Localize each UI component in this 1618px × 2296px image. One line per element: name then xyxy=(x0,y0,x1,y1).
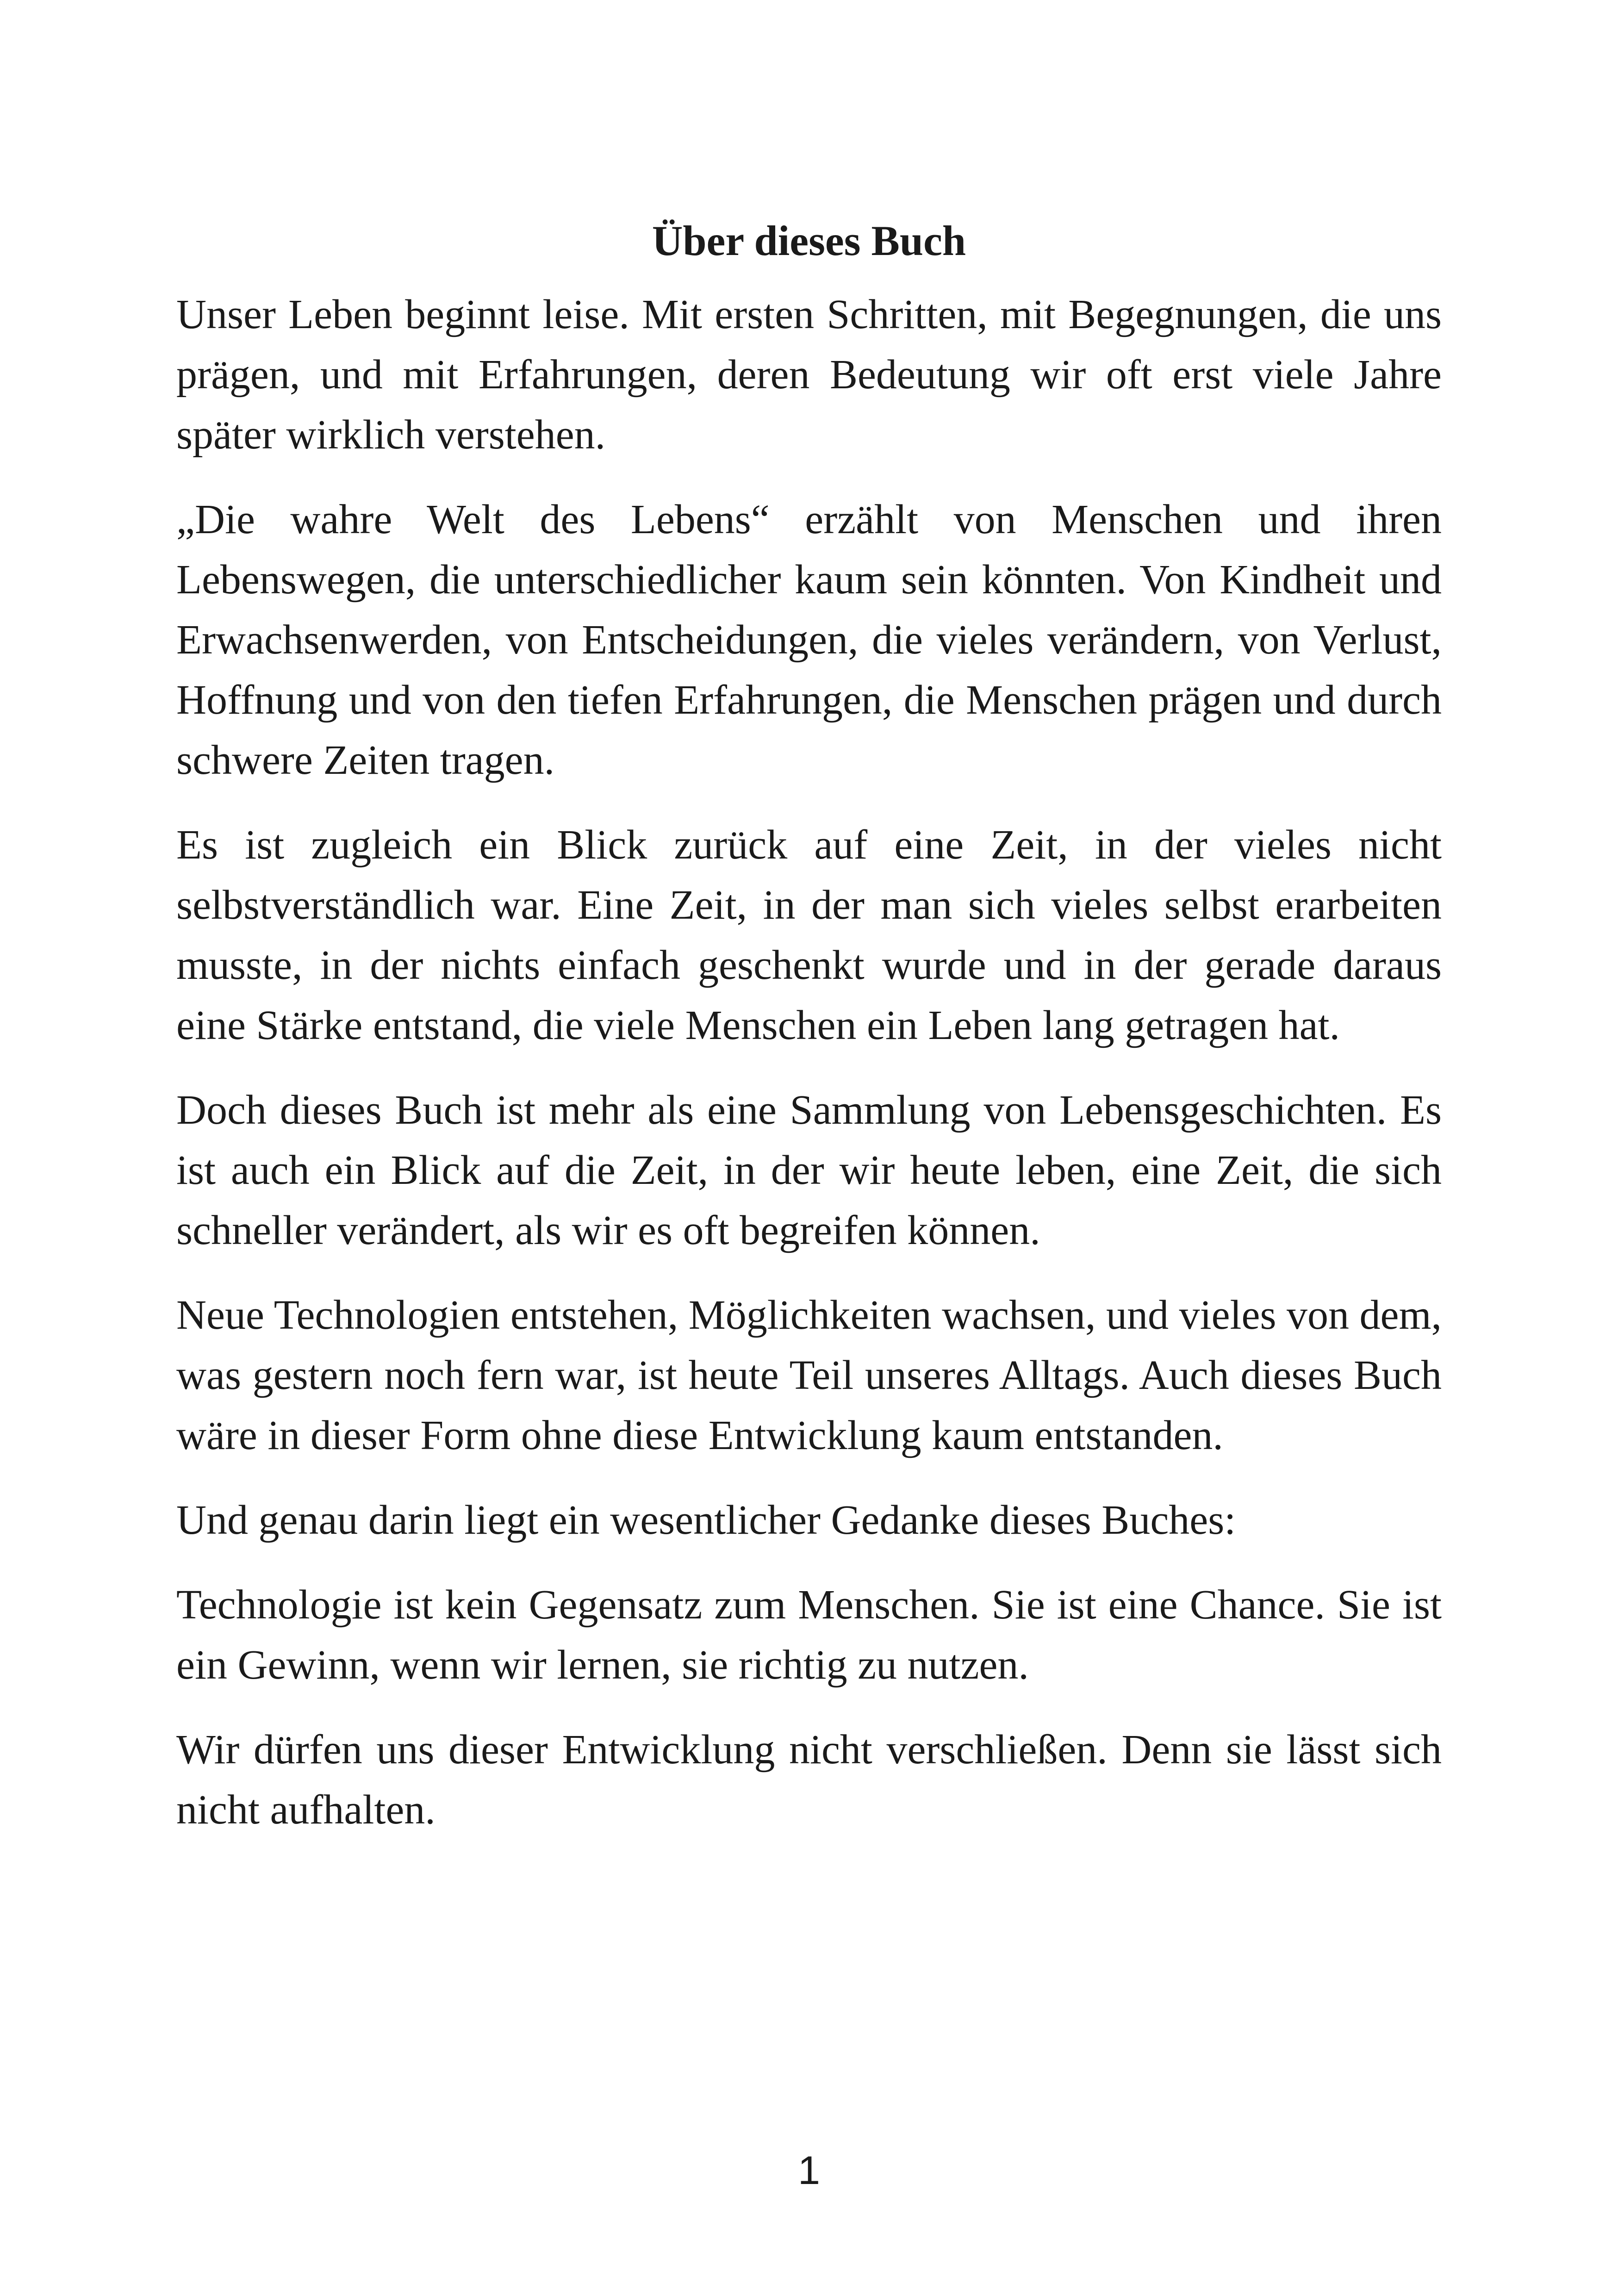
page-title: Über dieses Buch xyxy=(652,217,966,264)
paragraph-technologies: Neue Technologien entstehen, Möglichkeiten wachsen, und vieles von dem, was gestern noch fern war, ist heute Teil unseres Alltags. Auch dieses Buch wäre in dieser Form ohne diese Entwicklung kaum entstanden. xyxy=(176,1292,1442,1458)
paragraph-look-back: Es ist zugleich ein Blick zurück auf eine Zeit, in der vieles nicht selbstverständlich war. Eine Zeit, in der man sich vieles selbst erarbeiten musste, in der nichts einfach geschenkt wurde und in der gerade daraus eine Stärke entstand, die viele Menschen ein Leben lang getragen hat. xyxy=(176,822,1442,1048)
paragraph-closing: Wir dürfen uns dieser Entwicklung nicht verschließen. Denn sie lässt sich nicht aufhalten. xyxy=(176,1727,1442,1833)
paragraph-present-time: Doch dieses Buch ist mehr als eine Sammlung von Lebensgeschichten. Es ist auch ein Blick auf die Zeit, in der wir heute leben, eine Zeit, die sich schneller verändert, als wir es oft begreifen können. xyxy=(176,1087,1442,1253)
paragraph-book-description: „Die wahre Welt des Lebens“ erzählt von Menschen und ihren Lebenswegen, die unterschiedlicher kaum sein könnten. Von Kindheit und Erwachsenwerden, von Entscheidungen, die vieles verändern, von Verlust, Hoffnung und von den tiefen Erfahrungen, die Menschen prägen und durch schwere Zeiten tragen. xyxy=(176,497,1442,783)
paragraph-technology-chance: Technologie ist kein Gegensatz zum Menschen. Sie ist eine Chance. Sie ist ein Gewinn, wenn wir lernen, sie richtig zu nutzen. xyxy=(176,1582,1442,1688)
page-number: 1 xyxy=(798,2148,820,2193)
paragraph-key-thought: Und genau darin liegt ein wesentlicher Gedanke dieses Buches: xyxy=(176,1497,1236,1543)
paragraph-intro: Unser Leben beginnt leise. Mit ersten Schritten, mit Begegnungen, die uns prägen, und mit Erfahrungen, deren Bedeutung wir oft erst viele Jahre später wirklich verstehen. xyxy=(176,292,1442,458)
page-content xyxy=(176,211,1442,1865)
